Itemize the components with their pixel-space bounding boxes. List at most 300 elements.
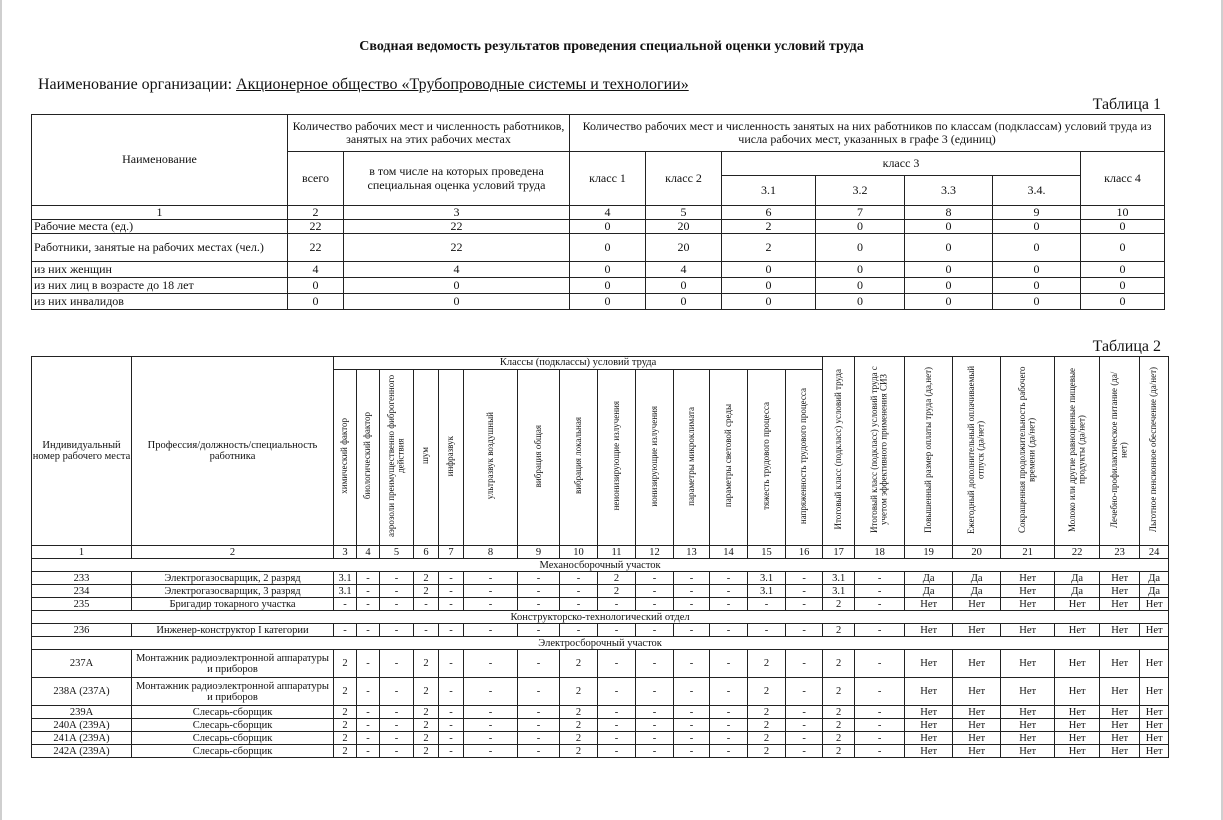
cell-value: 0: [570, 278, 646, 294]
cell-value: -: [464, 719, 518, 732]
header-factor: ионизирующие излучения: [636, 370, 674, 546]
profession-name: Слесарь-сборщик: [132, 719, 334, 732]
cell-value: Нет: [1140, 732, 1169, 745]
cell-value: 2: [823, 732, 855, 745]
cell-value: -: [636, 572, 674, 585]
cell-value: -: [439, 719, 464, 732]
cell-value: -: [439, 732, 464, 745]
column-number: 1: [32, 546, 132, 559]
column-number: 3: [344, 206, 570, 220]
cell-value: -: [439, 585, 464, 598]
cell-value: Да: [905, 585, 953, 598]
cell-value: 22: [288, 234, 344, 262]
cell-value: -: [518, 706, 560, 719]
cell-value: -: [439, 624, 464, 637]
cell-value: 2: [598, 585, 636, 598]
cell-value: -: [710, 585, 748, 598]
cell-value: -: [598, 650, 636, 678]
header-factor: параметры микроклимата: [674, 370, 710, 546]
table-row: [32, 572, 1169, 585]
cell-value: 0: [570, 234, 646, 262]
cell-value: -: [357, 745, 380, 758]
row-label: Рабочие места (ед.): [32, 220, 288, 234]
table-row: [32, 234, 1165, 262]
cell-value: -: [334, 598, 357, 611]
scan-edge-left: [0, 0, 2, 820]
cell-value: 2: [414, 585, 439, 598]
cell-value: 2: [560, 706, 598, 719]
cell-value: -: [598, 732, 636, 745]
cell-value: 2: [560, 678, 598, 706]
cell-value: -: [439, 678, 464, 706]
cell-value: Нет: [1140, 650, 1169, 678]
cell-value: -: [636, 678, 674, 706]
header-class1: класс 1: [570, 152, 646, 206]
cell-value: -: [636, 719, 674, 732]
cell-value: 0: [905, 278, 993, 294]
cell-value: -: [786, 572, 823, 585]
cell-value: -: [636, 745, 674, 758]
cell-value: -: [786, 678, 823, 706]
cell-value: Нет: [1100, 572, 1140, 585]
header-class3-2: 3.2: [816, 176, 905, 206]
row-label: Работники, занятые на рабочих местах (чел.): [32, 234, 288, 262]
column-number: 1: [32, 206, 288, 220]
cell-value: 0: [344, 278, 570, 294]
table-row: [32, 706, 1169, 719]
cell-value: Нет: [1140, 745, 1169, 758]
cell-value: Нет: [953, 732, 1001, 745]
header-class4: класс 4: [1081, 152, 1165, 206]
cell-value: Нет: [905, 745, 953, 758]
cell-value: 0: [1081, 262, 1165, 278]
column-number: 8: [905, 206, 993, 220]
cell-value: Нет: [953, 706, 1001, 719]
cell-value: Нет: [1055, 598, 1100, 611]
cell-value: Нет: [1100, 719, 1140, 732]
header-factor: аэрозоли преимущественно фиброгенного действия: [380, 370, 414, 546]
cell-value: 0: [570, 220, 646, 234]
cell-value: -: [357, 585, 380, 598]
cell-value: Да: [1055, 572, 1100, 585]
cell-value: Нет: [1055, 719, 1100, 732]
cell-value: 20: [646, 234, 722, 262]
column-number: 7: [439, 546, 464, 559]
cell-value: Нет: [1140, 706, 1169, 719]
cell-value: -: [560, 624, 598, 637]
section-heading: Конструкторско-технологический отдел: [32, 611, 1169, 624]
cell-value: -: [674, 678, 710, 706]
cell-value: -: [380, 732, 414, 745]
cell-value: -: [636, 706, 674, 719]
header-class3-1: 3.1: [722, 176, 816, 206]
cell-value: 0: [288, 278, 344, 294]
cell-value: -: [518, 585, 560, 598]
cell-value: 2: [414, 572, 439, 585]
cell-value: -: [518, 745, 560, 758]
header-classes: Количество рабочих мест и численность занятых на них работников по классам (подклассам) условий труда из числа рабочих мест, указанных в графе 3 (единиц): [570, 115, 1165, 152]
cell-value: Нет: [1100, 678, 1140, 706]
column-number: 7: [816, 206, 905, 220]
workplace-number: 233: [32, 572, 132, 585]
profession-name: Электрогазосварщик, 3 разряд: [132, 585, 334, 598]
cell-value: -: [518, 572, 560, 585]
header-increased-pay: Повышенный размер оплаты труда (да,нет): [905, 357, 953, 546]
cell-value: 2: [560, 732, 598, 745]
cell-value: 2: [748, 745, 786, 758]
cell-value: -: [357, 572, 380, 585]
cell-value: Нет: [1055, 706, 1100, 719]
cell-value: -: [464, 745, 518, 758]
cell-value: -: [786, 650, 823, 678]
column-number: 13: [674, 546, 710, 559]
cell-value: -: [598, 745, 636, 758]
table1-caption: Таблица 1: [1092, 96, 1161, 113]
cell-value: Да: [1055, 585, 1100, 598]
cell-value: -: [748, 624, 786, 637]
table-row: [32, 220, 1165, 234]
cell-value: 0: [1081, 278, 1165, 294]
cell-value: 0: [1081, 234, 1165, 262]
cell-value: -: [636, 624, 674, 637]
cell-value: 0: [816, 234, 905, 262]
cell-value: 2: [823, 745, 855, 758]
cell-value: -: [674, 732, 710, 745]
cell-value: Нет: [1001, 745, 1055, 758]
workplace-number: 236: [32, 624, 132, 637]
column-number: 22: [1055, 546, 1100, 559]
cell-value: -: [464, 706, 518, 719]
cell-value: -: [674, 706, 710, 719]
cell-value: Нет: [1055, 650, 1100, 678]
cell-value: -: [560, 598, 598, 611]
column-number: 23: [1100, 546, 1140, 559]
cell-value: Нет: [1001, 585, 1055, 598]
cell-value: 2: [414, 719, 439, 732]
cell-value: 2: [414, 650, 439, 678]
cell-value: -: [560, 585, 598, 598]
table-row: [32, 278, 1165, 294]
cell-value: -: [636, 650, 674, 678]
cell-value: 0: [993, 262, 1081, 278]
row-label: из них женщин: [32, 262, 288, 278]
column-number: 21: [1001, 546, 1055, 559]
header-name: Наименование: [32, 115, 288, 206]
cell-value: Да: [905, 572, 953, 585]
cell-value: -: [636, 732, 674, 745]
workplace-number: 234: [32, 585, 132, 598]
workplace-number: 235: [32, 598, 132, 611]
cell-value: -: [855, 585, 905, 598]
cell-value: 0: [993, 220, 1081, 234]
profession-name: Электрогазосварщик, 2 разряд: [132, 572, 334, 585]
cell-value: 0: [344, 294, 570, 310]
cell-value: Нет: [1055, 624, 1100, 637]
cell-value: 22: [344, 234, 570, 262]
cell-value: Нет: [953, 598, 1001, 611]
cell-value: Нет: [1001, 598, 1055, 611]
header-factor: тяжесть трудового процесса: [748, 370, 786, 546]
cell-value: Нет: [1055, 745, 1100, 758]
cell-value: -: [786, 706, 823, 719]
cell-value: 0: [722, 262, 816, 278]
cell-value: -: [786, 598, 823, 611]
table-row: [32, 732, 1169, 745]
header-profession: Профессия/должность/специальность работника: [132, 357, 334, 546]
cell-value: -: [464, 678, 518, 706]
cell-value: -: [518, 624, 560, 637]
header-final-class: Итоговый класс (подкласс) условий труда: [823, 357, 855, 546]
cell-value: Нет: [1001, 706, 1055, 719]
cell-value: -: [380, 745, 414, 758]
cell-value: -: [855, 732, 905, 745]
cell-value: -: [357, 706, 380, 719]
cell-value: 2: [334, 650, 357, 678]
cell-value: -: [855, 572, 905, 585]
profession-name: Монтажник радиоэлектронной аппаратуры и приборов: [132, 650, 334, 678]
cell-value: 20: [646, 220, 722, 234]
cell-value: 0: [905, 294, 993, 310]
organization-label: Наименование организации:: [38, 76, 237, 93]
section-heading: Электросборочный участок: [32, 637, 1169, 650]
cell-value: Да: [953, 585, 1001, 598]
column-number: 6: [414, 546, 439, 559]
cell-value: -: [710, 572, 748, 585]
header-workplace-number: Индивидуальный номер рабочего места: [32, 357, 132, 546]
workplace-number: 238А (237А): [32, 678, 132, 706]
cell-value: Нет: [1140, 624, 1169, 637]
cell-value: Нет: [1100, 706, 1140, 719]
cell-value: 4: [288, 262, 344, 278]
organization-name: Акционерное общество «Трубопроводные системы и технологии»: [236, 76, 689, 93]
cell-value: -: [855, 678, 905, 706]
cell-value: -: [357, 650, 380, 678]
cell-value: -: [560, 572, 598, 585]
cell-value: 0: [905, 234, 993, 262]
cell-value: Нет: [1140, 719, 1169, 732]
cell-value: Да: [953, 572, 1001, 585]
cell-value: -: [439, 598, 464, 611]
cell-value: -: [380, 678, 414, 706]
column-number: 6: [722, 206, 816, 220]
cell-value: -: [380, 719, 414, 732]
column-number: 16: [786, 546, 823, 559]
cell-value: 2: [334, 745, 357, 758]
column-number: 15: [748, 546, 786, 559]
cell-value: -: [598, 678, 636, 706]
table2-caption: Таблица 2: [1092, 338, 1161, 355]
cell-value: Нет: [1140, 598, 1169, 611]
cell-value: -: [674, 719, 710, 732]
cell-value: -: [464, 572, 518, 585]
cell-value: -: [518, 678, 560, 706]
column-number: 5: [646, 206, 722, 220]
cell-value: 2: [414, 706, 439, 719]
section-heading: Механосборочный участок: [32, 559, 1169, 572]
cell-value: -: [674, 572, 710, 585]
workplace-number: 239А: [32, 706, 132, 719]
cell-value: Нет: [1100, 650, 1140, 678]
header-factor: вибрация общая: [518, 370, 560, 546]
header-therapeutic-food: Лечебно-профилактическое питание (да/нет): [1100, 357, 1140, 546]
cell-value: 0: [288, 294, 344, 310]
column-number: 4: [570, 206, 646, 220]
cell-value: -: [464, 585, 518, 598]
header-assessed: в том числе на которых проведена специальная оценка условий труда: [344, 152, 570, 206]
cell-value: -: [357, 719, 380, 732]
cell-value: 2: [334, 719, 357, 732]
table-row: [32, 650, 1169, 678]
cell-value: -: [636, 598, 674, 611]
cell-value: -: [598, 624, 636, 637]
cell-value: 2: [722, 220, 816, 234]
cell-value: 2: [823, 598, 855, 611]
profession-name: Бригадир токарного участка: [132, 598, 334, 611]
cell-value: -: [380, 650, 414, 678]
cell-value: 0: [1081, 294, 1165, 310]
cell-value: Да: [1140, 572, 1169, 585]
column-number: 4: [357, 546, 380, 559]
cell-value: 2: [823, 706, 855, 719]
profession-name: Слесарь-сборщик: [132, 732, 334, 745]
cell-value: -: [357, 598, 380, 611]
workplaces-table: [31, 356, 1169, 758]
table-row: [32, 598, 1169, 611]
cell-value: -: [710, 598, 748, 611]
table-row: [32, 678, 1169, 706]
cell-value: -: [710, 650, 748, 678]
cell-value: Нет: [953, 745, 1001, 758]
header-factor: биологический фактор: [357, 370, 380, 546]
cell-value: -: [748, 598, 786, 611]
cell-value: -: [518, 719, 560, 732]
cell-value: -: [439, 745, 464, 758]
cell-value: -: [380, 624, 414, 637]
cell-value: Нет: [1001, 732, 1055, 745]
header-count: Количество рабочих мест и численность работников, занятых на этих рабочих местах: [288, 115, 570, 152]
cell-value: 3.1: [823, 585, 855, 598]
cell-value: -: [380, 598, 414, 611]
cell-value: -: [357, 624, 380, 637]
cell-value: Нет: [1100, 624, 1140, 637]
workplace-number: 237А: [32, 650, 132, 678]
cell-value: 3.1: [334, 585, 357, 598]
cell-value: Нет: [1055, 732, 1100, 745]
column-number: 9: [518, 546, 560, 559]
cell-value: 2: [748, 650, 786, 678]
cell-value: -: [786, 585, 823, 598]
header-factor: инфразвук: [439, 370, 464, 546]
cell-value: Нет: [1100, 745, 1140, 758]
profession-name: Слесарь-сборщик: [132, 745, 334, 758]
header-factor: вибрация локальная: [560, 370, 598, 546]
cell-value: Нет: [1055, 678, 1100, 706]
cell-value: 4: [344, 262, 570, 278]
cell-value: -: [357, 732, 380, 745]
cell-value: 0: [905, 220, 993, 234]
cell-value: 3.1: [748, 585, 786, 598]
cell-value: Нет: [1100, 598, 1140, 611]
cell-value: 2: [334, 732, 357, 745]
cell-value: 2: [334, 678, 357, 706]
cell-value: 2: [598, 572, 636, 585]
cell-value: -: [674, 598, 710, 611]
row-label: из них лиц в возрасте до 18 лет: [32, 278, 288, 294]
cell-value: 0: [722, 294, 816, 310]
profession-name: Монтажник радиоэлектронной аппаратуры и приборов: [132, 678, 334, 706]
cell-value: -: [380, 585, 414, 598]
cell-value: -: [855, 719, 905, 732]
cell-value: -: [855, 745, 905, 758]
cell-value: 2: [823, 719, 855, 732]
cell-value: -: [439, 650, 464, 678]
column-number: 2: [288, 206, 344, 220]
cell-value: 0: [816, 262, 905, 278]
cell-value: 2: [414, 732, 439, 745]
header-factor: напряженность трудового процесса: [786, 370, 823, 546]
cell-value: -: [674, 650, 710, 678]
cell-value: 0: [570, 262, 646, 278]
cell-value: -: [855, 706, 905, 719]
column-number: 19: [905, 546, 953, 559]
document-title: Сводная ведомость результатов проведения специальной оценки условий труда: [359, 39, 864, 54]
cell-value: 2: [823, 678, 855, 706]
cell-value: Нет: [905, 650, 953, 678]
cell-value: Нет: [953, 678, 1001, 706]
cell-value: 0: [1081, 220, 1165, 234]
cell-value: -: [518, 650, 560, 678]
cell-value: 2: [560, 650, 598, 678]
cell-value: Нет: [905, 706, 953, 719]
cell-value: Нет: [1100, 732, 1140, 745]
cell-value: 2: [414, 678, 439, 706]
cell-value: -: [636, 585, 674, 598]
cell-value: -: [380, 706, 414, 719]
cell-value: 4: [646, 262, 722, 278]
cell-value: 0: [993, 234, 1081, 262]
cell-value: -: [855, 650, 905, 678]
cell-value: Нет: [1100, 585, 1140, 598]
header-final-class-siz: Итоговый класс (подкласс) условий труда с учетом эффективного применения СИЗ: [855, 357, 905, 546]
column-number: 10: [1081, 206, 1165, 220]
header-milk: Молоко или другие равноценные пищевые продукты (да/нет): [1055, 357, 1100, 546]
column-number: 12: [636, 546, 674, 559]
cell-value: -: [464, 624, 518, 637]
cell-value: 2: [748, 678, 786, 706]
table-row: [32, 262, 1165, 278]
header-class3-4: 3.4.: [993, 176, 1081, 206]
cell-value: -: [598, 706, 636, 719]
cell-value: Нет: [953, 719, 1001, 732]
column-number: 18: [855, 546, 905, 559]
header-additional-leave: Ежегодный дополнительный оплачиваемый отпуск (да/нет): [953, 357, 1001, 546]
cell-value: 2: [560, 719, 598, 732]
table-row: [32, 624, 1169, 637]
header-work-classes: Классы (подклассы) условий труда: [334, 357, 823, 370]
cell-value: -: [786, 624, 823, 637]
cell-value: -: [786, 732, 823, 745]
organization-line: [38, 76, 689, 94]
cell-value: Нет: [1001, 719, 1055, 732]
header-class3: класс 3: [722, 152, 1081, 176]
cell-value: Нет: [905, 719, 953, 732]
profession-name: Инженер-конструктор I категории: [132, 624, 334, 637]
cell-value: Нет: [905, 678, 953, 706]
cell-value: Нет: [1001, 678, 1055, 706]
column-number: 11: [598, 546, 636, 559]
cell-value: -: [464, 650, 518, 678]
cell-value: Нет: [905, 624, 953, 637]
